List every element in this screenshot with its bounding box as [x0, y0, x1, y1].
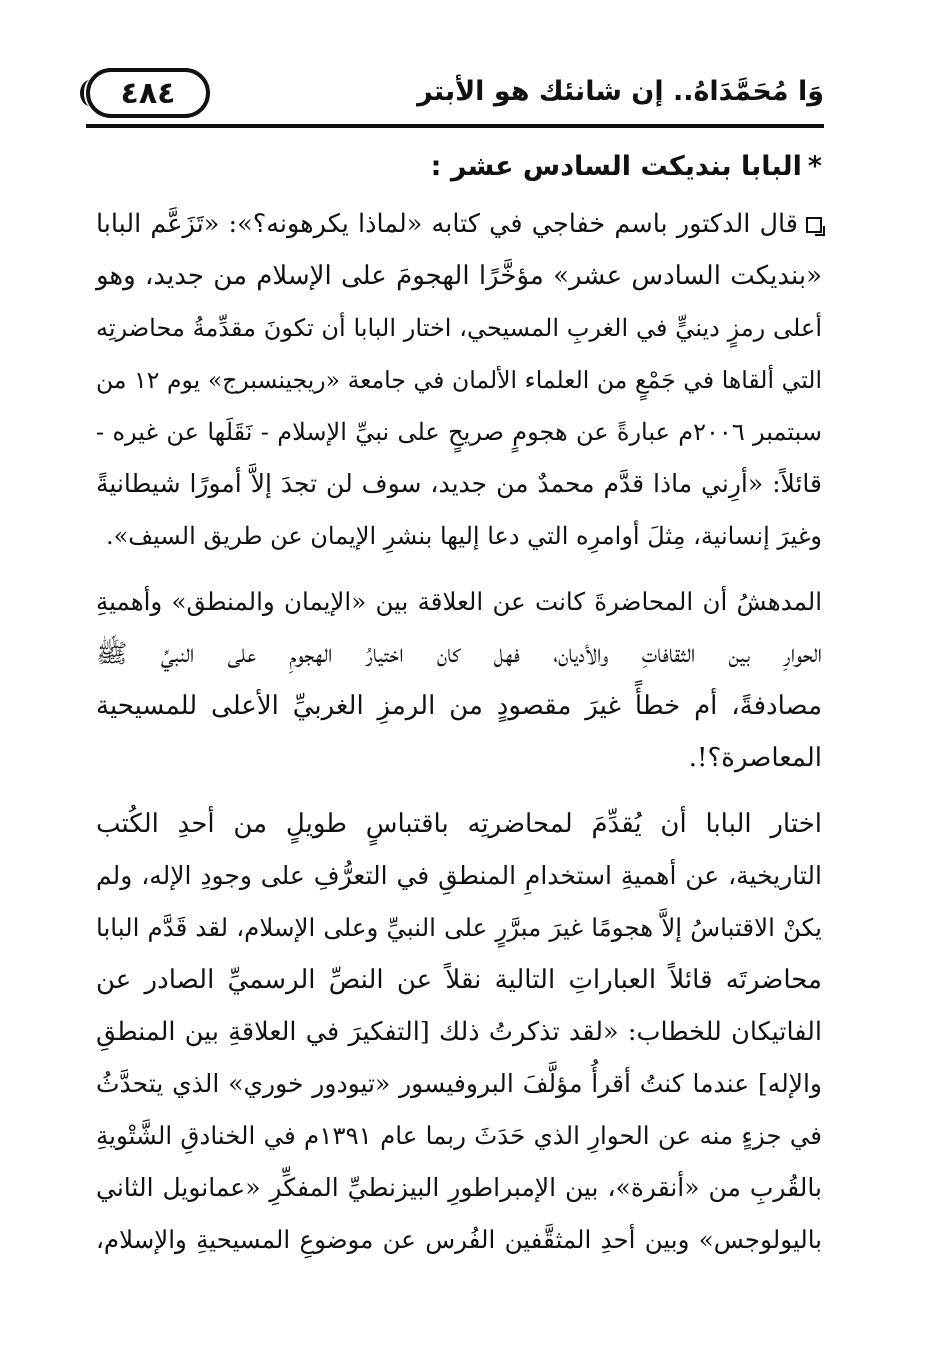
header-rule — [86, 124, 824, 128]
asterisk-icon: * — [807, 151, 822, 182]
paragraph-line: قائلاً: «أرِني ماذا قدَّم محمدٌ من جديد، سوف لن تجدَ إلاَّ أمورًا شيطانيةً — [96, 469, 822, 498]
paragraph-line: المدهشُ أن المحاضرةَ كانت عن العلاقة بين «الإيمان والمنطق» وأهميةِ — [96, 587, 822, 616]
paragraph-line: بالقُربِ من «أنقرة»، بين الإمبراطورِ البيزنطيِّ المفكِّرِ «عمانويل الثاني — [96, 1173, 822, 1202]
paragraph-3 — [96, 798, 822, 1266]
paragraph-2 — [96, 576, 822, 784]
paragraph-line: أعلى رمزٍ دينيٍّ في الغربِ المسيحي، اختار البابا أن تكونَ مقدِّمةُ محاضرتِه — [96, 314, 822, 342]
paragraph-line: والإله] عندما كنتُ أقرأُ مؤلَّفَ البروفيسور «تيودور خوري» الذي يتحدَّثُ — [96, 1069, 822, 1098]
paragraph-line: محاضرتَه قائلاً العباراتِ التالية نقلاً عن النصِّ الرسميِّ الصادر عن — [96, 965, 822, 995]
paragraph-line: باليولوجس» وبين أحدِ المثقَّفين الفُرس عن موضوعِ المسيحيةِ والإسلام، — [96, 1225, 822, 1254]
running-title: وَا مُحَمَّدَاهُ.. إن شانئك هو الأبتر — [417, 76, 824, 107]
paragraph-line: الفاتيكان للخطاب: «لقد تذكرتُ ذلك [التفكيرَ في العلاقةِ بين المنطقِ — [96, 1017, 822, 1047]
paragraph-1 — [96, 198, 822, 562]
paragraph-line: سبتمبر ٢٠٠٦م عبارةً عن هجومٍ صريحٍ على نبيِّ الإسلام - نَقَلَها عن غيره - — [96, 418, 822, 446]
paragraph-line: مصادفةً، أم خطأً غيرَ مقصودٍ من الرمزِ الغربيِّ الأعلى للمسيحية — [96, 691, 822, 721]
section-heading — [96, 146, 822, 188]
paragraph-line-text: قال الدكتور باسم خفاجي في كتابه «لماذا يكرهونه؟»: «تَزَعَّم البابا — [96, 209, 798, 239]
paragraph-gap — [96, 784, 822, 798]
paragraph-gap — [96, 562, 822, 576]
page-content — [96, 146, 822, 1266]
paragraph-line: اختار البابا أن يُقدِّمَ لمحاضرتِه باقتباسٍ طويلٍ من أحدِ الكُتب — [96, 809, 822, 839]
section-heading-text: البابا بنديكت السادس عشر : — [430, 151, 802, 182]
paragraph-line: الحوارِ بين الثقافاتِ والأديان، فهل كان اختيارُ الهجومِ على النبيِّ ﷺ — [96, 639, 822, 669]
square-bullet-icon — [806, 217, 822, 233]
paragraph-line — [96, 198, 822, 250]
paragraph-line: التاريخية، عن أهميةِ استخدامِ المنطقِ في التعرُّفِ على وجودِ الإله، ولم — [96, 861, 822, 890]
page-header — [86, 62, 824, 128]
paragraph-line: «بنديكت السادس عشر» مؤخَّرًا الهجومَ على الإسلام من جديد، وهو — [96, 261, 822, 291]
paragraph-line: وغيرَ إنسانية، مِثلَ أوامرِه التي دعا إليها بنشرِ الإيمان عن طريق السيف». — [105, 522, 822, 550]
paragraph-line: المعاصرة؟!. — [688, 743, 822, 773]
paragraph-line: في جزءٍ منه عن الحوارِ الذي حَدَثَ ربما عام ١٣٩١م في الخنادقِ الشَّتْويةِ — [96, 1121, 822, 1150]
paragraph-line: التي ألقاها في جَمْعٍ من العلماء الألمان في جامعة «ريجينسبرج» يوم ١٢ من — [96, 366, 822, 394]
paragraph-line: يكنْ الاقتباسُ إلاَّ هجومًا غيرَ مبرَّرٍ على النبيِّ وعلى الإسلام، لقد قَدَّم البابا — [96, 913, 822, 942]
page-number: ٤٨٤ — [86, 68, 210, 118]
